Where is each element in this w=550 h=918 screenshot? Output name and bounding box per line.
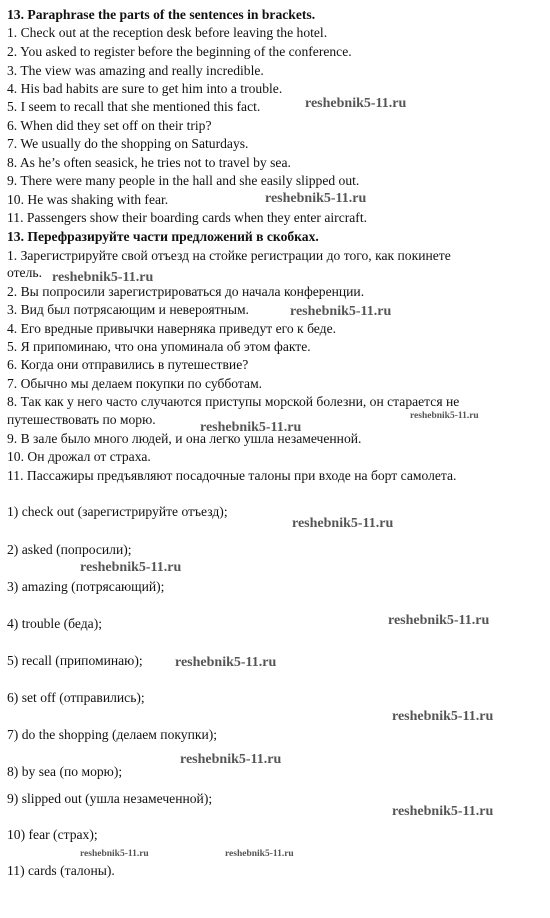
en-title: 13. Paraphrase the parts of the sentences in brackets. <box>7 7 316 22</box>
en-item-1: 1. Check out at the reception desk before leaving the hotel. <box>7 25 328 40</box>
ru-item-5: 5. Я припоминаю, что она упоминала об этом факте. <box>7 339 311 354</box>
watermark: reshebnik5-11.ru <box>388 613 490 628</box>
answer-9: 9) slipped out (ушла незамеченной); <box>7 791 213 806</box>
ru-item-4: 4. Его вредные привычки наверняка приведут его к беде. <box>7 321 337 336</box>
ru-item-2: 2. Вы попросили зарегистрироваться до начала конференции. <box>7 284 365 299</box>
en-item-5: 5. I seem to recall that she mentioned this fact. <box>7 99 261 114</box>
watermark: reshebnik5-11.ru <box>410 411 479 421</box>
answer-8: 8) by sea (по морю); <box>7 764 123 779</box>
answer-5: 5) recall (припоминаю); <box>7 653 143 668</box>
answer-10: 10) fear (страх); <box>7 827 98 842</box>
ru-item-9: 9. В зале было много людей, и она легко ушла незамеченной. <box>7 431 362 446</box>
ru-item-7: 7. Обычно мы делаем покупки по субботам. <box>7 376 263 391</box>
en-item-8: 8. As he’s often seasick, he tries not to travel by sea. <box>7 155 291 170</box>
answer-3: 3) amazing (потрясающий); <box>7 579 165 594</box>
en-item-3: 3. The view was amazing and really incredible. <box>7 63 264 78</box>
watermark: reshebnik5-11.ru <box>392 709 494 724</box>
watermark: reshebnik5-11.ru <box>175 655 277 670</box>
ru-title: 13. Перефразируйте части предложений в скобках. <box>7 229 319 244</box>
watermark: reshebnik5-11.ru <box>225 849 294 859</box>
watermark: reshebnik5-11.ru <box>292 516 394 531</box>
watermark: reshebnik5-11.ru <box>80 560 182 575</box>
ru-item-1: 1. Зарегистрируйте свой отъезд на стойке регистрации до того, как покинете <box>7 248 451 263</box>
answer-2: 2) asked (попросили); <box>7 542 132 557</box>
answer-4: 4) trouble (беда); <box>7 616 102 631</box>
watermark: reshebnik5-11.ru <box>305 96 407 111</box>
watermark: reshebnik5-11.ru <box>265 191 367 206</box>
en-item-4: 4. His bad habits are sure to get him into a trouble. <box>7 81 283 96</box>
watermark: reshebnik5-11.ru <box>52 270 154 285</box>
watermark: reshebnik5-11.ru <box>290 304 392 319</box>
en-item-9: 9. There were many people in the hall and she easily slipped out. <box>7 173 360 188</box>
ru-item-8-cont: путешествовать по морю. <box>7 412 156 427</box>
ru-item-11: 11. Пассажиры предъявляют посадочные талоны при входе на борт самолета. <box>7 468 457 483</box>
answer-6: 6) set off (отправились); <box>7 690 145 705</box>
answer-11: 11) cards (талоны). <box>7 863 115 878</box>
ru-item-8: 8. Так как у него часто случаются приступы морской болезни, он старается не <box>7 394 460 409</box>
en-item-6: 6. When did they set off on their trip? <box>7 118 212 133</box>
en-item-7: 7. We usually do the shopping on Saturdays. <box>7 136 249 151</box>
answer-7: 7) do the shopping (делаем покупки); <box>7 727 218 742</box>
ru-item-3: 3. Вид был потрясающим и невероятным. <box>7 302 249 317</box>
en-item-2: 2. You asked to register before the beginning of the conference. <box>7 44 352 59</box>
answer-1: 1) check out (зарегистрируйте отъезд); <box>7 504 228 519</box>
en-item-10: 10. He was shaking with fear. <box>7 192 169 207</box>
watermark: reshebnik5-11.ru <box>180 752 282 767</box>
ru-item-1-cont: отель. <box>7 265 42 280</box>
en-item-11: 11. Passengers show their boarding cards when they enter aircraft. <box>7 210 367 225</box>
ru-item-10: 10. Он дрожал от страха. <box>7 449 151 464</box>
watermark: reshebnik5-11.ru <box>392 804 494 819</box>
watermark: reshebnik5-11.ru <box>80 849 149 859</box>
ru-item-6: 6. Когда они отправились в путешествие? <box>7 357 249 372</box>
watermark: reshebnik5-11.ru <box>200 420 302 435</box>
